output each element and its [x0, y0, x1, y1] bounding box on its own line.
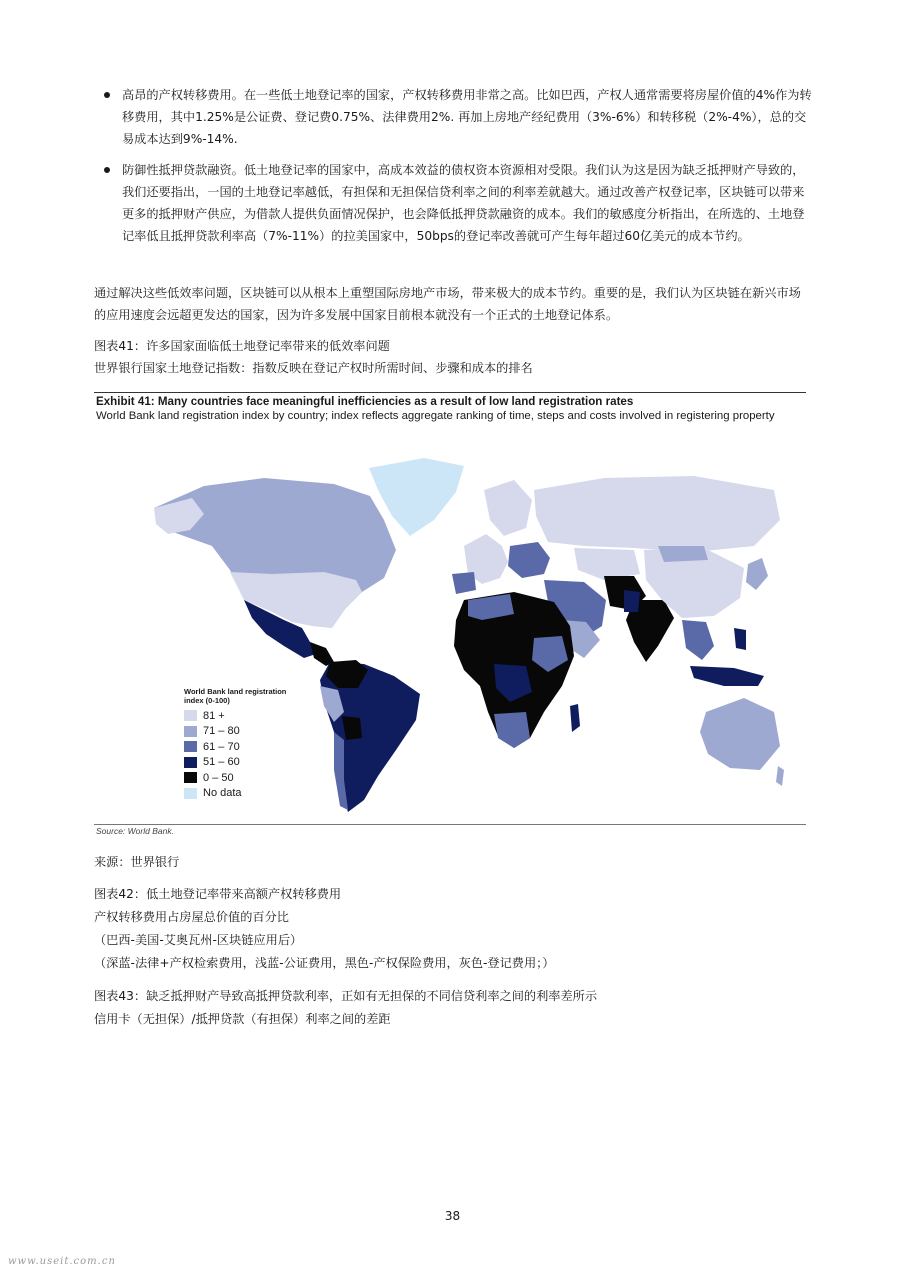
figure42-caption: 图表42：低土地登记率带来高额产权转移费用 — [94, 887, 342, 901]
map-region-new-zealand — [776, 766, 784, 786]
map-region-southern-africa — [494, 712, 530, 748]
exhibit-title: Exhibit 41: Many countries face meaningful inefficiencies as a result of low land registration rates — [96, 395, 634, 408]
legend-swatch — [184, 788, 197, 799]
legend-label: 61 – 70 — [203, 740, 240, 753]
map-region-indonesia — [690, 666, 764, 686]
map-region-scandinavia — [484, 480, 532, 536]
legend-item-61-70 — [184, 739, 304, 755]
map-region-russia — [534, 476, 780, 552]
legend-item-no-data — [184, 786, 304, 802]
body-paragraph: 通过解决这些低效率问题，区块链可以从根本上重塑国际房地产市场，带来极大的成本节约。重要的是，我们认为区块链在新兴市场的应用速度会远超更发达的国家，因为许多发展中国家目前根本就没有一个正式的土地登记体系。 — [94, 286, 801, 322]
map-region-iberia — [452, 572, 476, 594]
legend-label: 71 – 80 — [203, 725, 240, 738]
figure42-line1: 产权转移费用占房屋总价值的百分比 — [94, 910, 289, 924]
figure41-subcaption: 世界银行国家土地登记指数：指数反映在登记产权时所需时间、步骤和成本的排名 — [94, 361, 533, 375]
map-region-japan-korea — [746, 558, 768, 590]
map-legend — [184, 687, 304, 801]
bullet-item-mortgage-financing — [100, 159, 812, 247]
exhibit-subtitle: World Bank land registration index by country; index reflects aggregate ranking of time, steps and costs involved in registering property — [96, 410, 775, 422]
exhibit-41 — [94, 392, 806, 838]
legend-swatch — [184, 726, 197, 737]
map-region-kazakhstan — [574, 548, 640, 580]
legend-swatch — [184, 772, 197, 783]
bullet-dot-icon — [104, 167, 110, 173]
legend-swatch — [184, 757, 197, 768]
legend-item-71-80 — [184, 724, 304, 740]
legend-swatch — [184, 741, 197, 752]
page-number: 38 — [444, 1209, 461, 1223]
map-region-philippines — [734, 628, 746, 650]
bullet-text: 防御性抵押贷款融资。低土地登记率的国家中，高成本效益的债权资本资源相对受限。我们认为这是因为缺乏抵押财产导致的，我们还要指出，一国的土地登记率越低，有担保和无担保信贷利率之间的利率差就越大。通过改善产权登记率，区块链可以带来更多的抵押财产供应，为借款人提供负面情况保护，也会降低抵押贷款融资的成本。我们的敏感度分析指出，在所选的、土地登记率低且抵押贷款利率高（7%-11%）的拉美国家中，50bps的登记率改善就可产生每年超过60亿美元的成本节约。 — [122, 163, 805, 243]
legend-item-81-plus — [184, 708, 304, 724]
figure41-caption: 图表41：许多国家面临低土地登记率带来的低效率问题 — [94, 339, 390, 353]
legend-label: 51 – 60 — [203, 756, 240, 769]
map-region-madagascar — [570, 704, 580, 732]
exhibit-source: Source: World Bank. — [96, 826, 174, 836]
figure42-line3: （深蓝-法律+产权检索费用，浅蓝-公证费用，黑色-产权保险费用，灰色-登记费用；） — [94, 956, 555, 970]
bullet-list — [100, 84, 812, 256]
exhibit-top-rule — [94, 392, 806, 393]
watermark: www.useit.com.cn — [8, 1256, 116, 1267]
legend-label: 81 + — [203, 709, 225, 722]
legend-label: No data — [203, 787, 242, 800]
figure43-line1: 信用卡（无担保）/抵押贷款（有担保）利率之间的差距 — [94, 1012, 391, 1026]
legend-label: 0 – 50 — [203, 771, 234, 784]
map-region-pakistan — [624, 590, 640, 612]
exhibit-bottom-rule — [94, 824, 806, 825]
figure41-source: 来源：世界银行 — [94, 855, 180, 869]
legend-item-0-50 — [184, 770, 304, 786]
bullet-dot-icon — [104, 92, 110, 98]
legend-item-51-60 — [184, 755, 304, 771]
map-region-europe-east — [508, 542, 550, 578]
figure43-caption: 图表43：缺乏抵押财产导致高抵押贷款利率，正如有无担保的不同信贷利率之间的利率差所示 — [94, 989, 598, 1003]
bullet-item-transfer-costs — [100, 84, 812, 150]
map-region-australia — [700, 698, 780, 770]
map-region-usa — [230, 572, 362, 628]
bullet-text: 高昂的产权转移费用。在一些低土地登记率的国家，产权转移费用非常之高。比如巴西，产权人通常需要将房屋价值的4%作为转移费用，其中1.25%是公证费、登记费0.75%、法律费用2%. 再加上房地产经纪费用（3%-6%）和转移税（2%-4%），总的交易成本达到9%-14%. — [122, 88, 812, 146]
legend-title: World Bank land registration index (0-100) — [184, 687, 287, 705]
map-region-southeast-asia — [682, 620, 714, 660]
figure42-line2: （巴西-美国-艾奥瓦州-区块链应用后） — [94, 933, 303, 947]
map-region-mongolia — [658, 546, 708, 562]
legend-swatch — [184, 710, 197, 721]
